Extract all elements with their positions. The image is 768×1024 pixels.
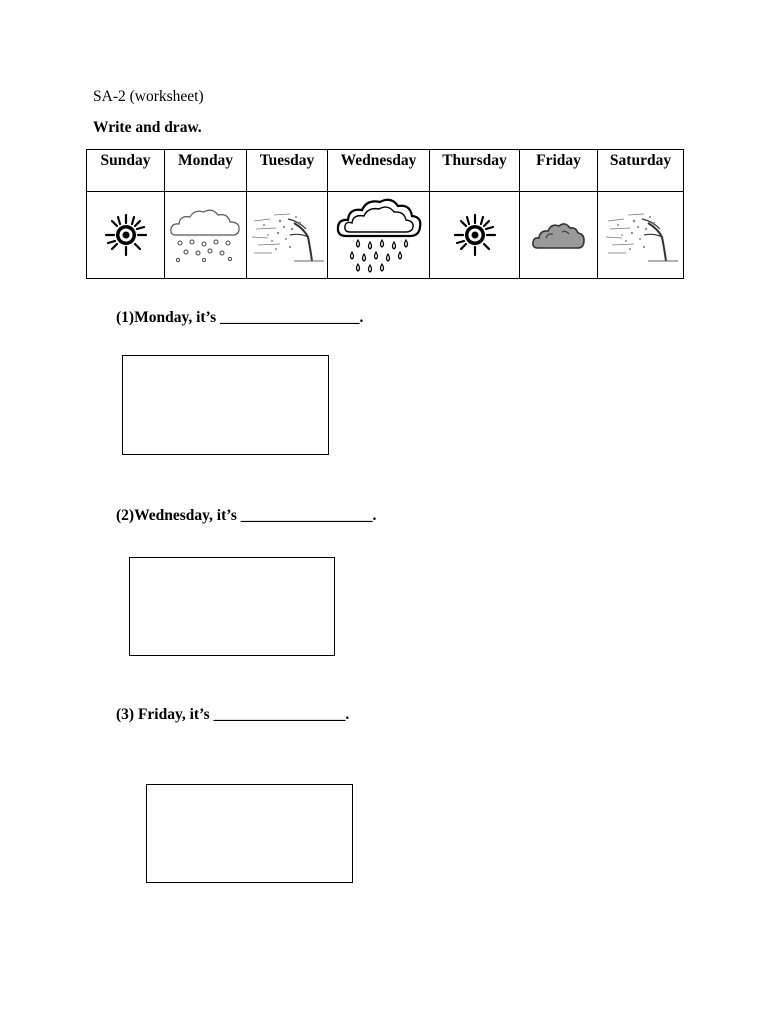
question-1-text: Monday, it’s __________________. xyxy=(134,309,364,326)
question-2-number: (2) xyxy=(116,507,135,524)
question-1 xyxy=(116,309,363,327)
drawing-box-3[interactable] xyxy=(146,784,353,883)
day-header-monday: Monday xyxy=(165,150,247,192)
weather-week-table xyxy=(86,149,684,279)
day-header-wednesday: Wednesday xyxy=(328,150,430,192)
sun-icon xyxy=(453,213,497,257)
question-3 xyxy=(116,706,349,724)
question-1-number: (1) xyxy=(116,309,135,326)
weather-cell-saturday xyxy=(598,192,684,279)
windy-tree-icon xyxy=(604,207,678,263)
day-header-friday: Friday xyxy=(520,150,598,192)
weather-cell-thursday xyxy=(430,192,520,279)
cloudy-icon xyxy=(532,218,586,252)
snow-cloud-icon xyxy=(168,207,244,263)
weather-cell-tuesday xyxy=(247,192,328,279)
weather-cell-friday xyxy=(520,192,598,279)
worksheet-title: SA-2 (worksheet) xyxy=(93,88,204,105)
weather-icon-row xyxy=(87,192,684,279)
day-header-saturday: Saturday xyxy=(598,150,684,192)
question-3-number: (3) xyxy=(116,706,135,723)
weather-cell-wednesday xyxy=(328,192,430,279)
drawing-box-2[interactable] xyxy=(129,557,335,656)
worksheet-instruction: Write and draw. xyxy=(93,119,202,136)
weather-cell-sunday xyxy=(87,192,165,279)
windy-tree-icon xyxy=(250,207,324,263)
day-header-row xyxy=(87,150,684,192)
day-header-thursday: Thursday xyxy=(430,150,520,192)
rain-cloud-icon xyxy=(336,196,422,274)
question-2 xyxy=(116,507,376,525)
day-header-sunday: Sunday xyxy=(87,150,165,192)
sun-icon xyxy=(104,213,148,257)
drawing-box-1[interactable] xyxy=(122,355,329,455)
question-3-text: Friday, it’s _________________. xyxy=(137,706,350,723)
weather-cell-monday xyxy=(165,192,247,279)
question-2-text: Wednesday, it’s _________________. xyxy=(134,507,377,524)
day-header-tuesday: Tuesday xyxy=(247,150,328,192)
